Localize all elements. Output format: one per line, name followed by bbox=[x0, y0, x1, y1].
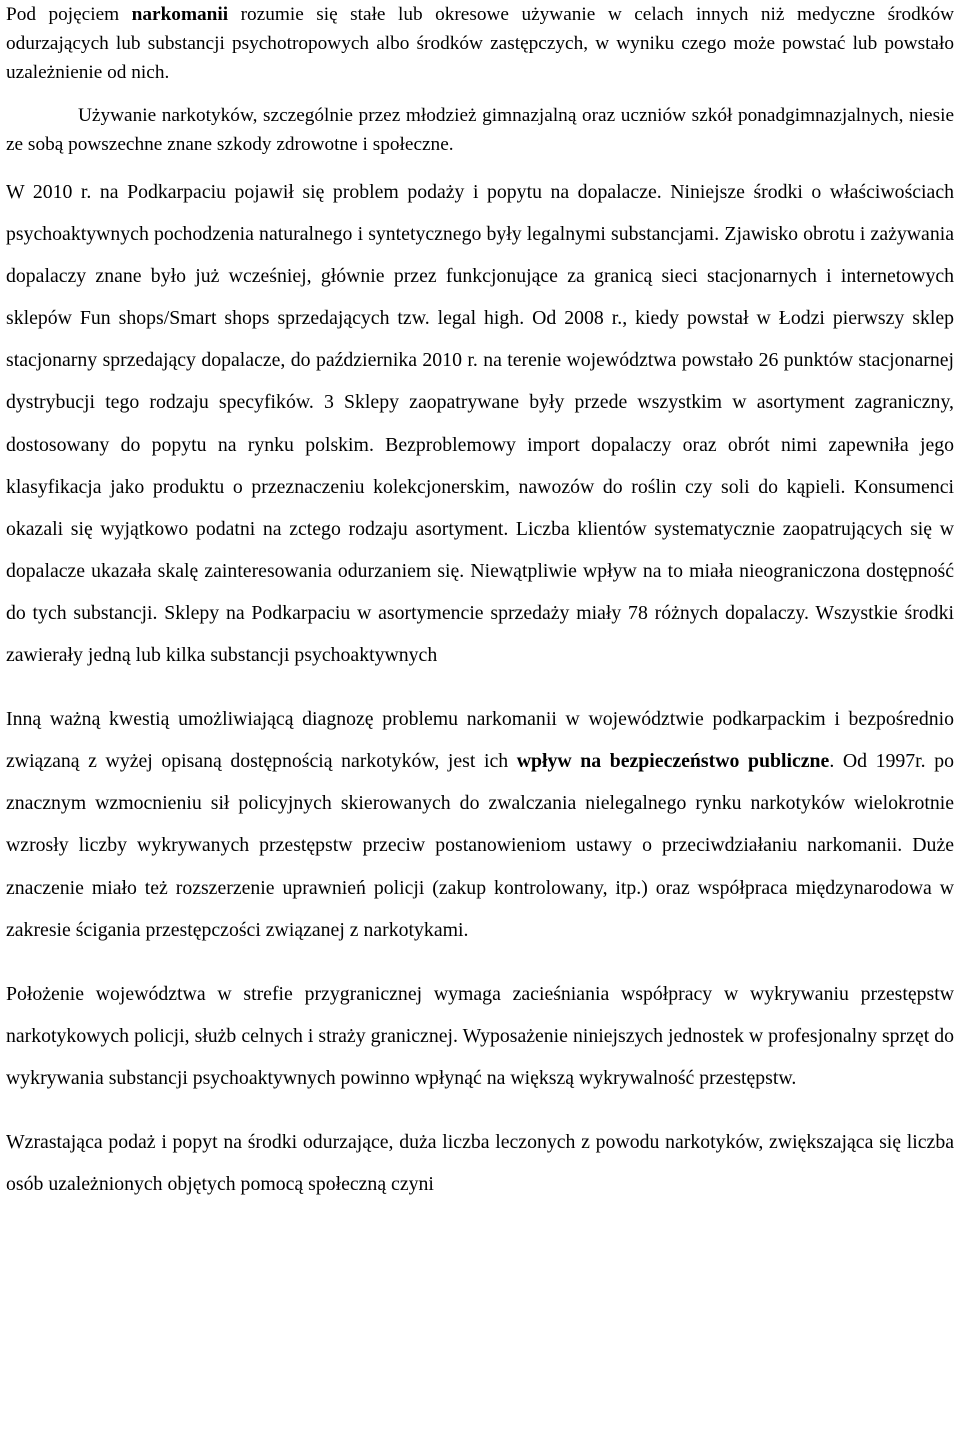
paragraph-public-safety bbox=[6, 698, 954, 951]
paragraph-drug-use-harm bbox=[6, 101, 954, 159]
paragraph-border-cooperation bbox=[6, 973, 954, 1099]
text-run: Inną ważną kwestią umożliwiającą diagnozę problemu narkomanii w województwie podkarpackim i bezpośrednio związaną z wyżej opisaną dostępnością narkotyków, jest ich bbox=[6, 708, 954, 773]
bold-term-narkomanii: narkomanii bbox=[131, 4, 229, 25]
text-run: W 2010 r. na Podkarpaciu pojawił się problem podaży i popytu na dopalacze. Niniejsze środki o właściwościach psychoaktywnych pochodzenia naturalnego i syntetycznego były legalnymi substancjami. Zjawisko obrotu i zażywania dopalaczy znane było już wcześniej, głównie przez funkcjonujące za granicą sieci stacjonarnych i internetowych sklepów Fun shops/Smart shops sprzedających tzw. legal high. Od 2008 r., kiedy powstał w Łodzi pierwszy sklep stacjonarny sprzedający dopalacze, do października 2010 r. na terenie województwa powstało 26 punktów stacjonarnej dystrybucji tego rodzaju specyfików. 3 Sklepy zaopatrywane były przede wszystkim w asortyment zagraniczny, dostosowany do popytu na rynku polskim. Bezproblemowy import dopalaczy oraz obrót nimi zapewniła jego klasyfikacja jako produktu o przeznaczeniu kolekcjonerskim, nawozów do roślin czy soli do kąpieli. Konsumenci okazali się wyjątkowo podatni na zctego rodzaju asortyment. Liczba klientów systematycznie zaopatrujących się w dopalacze ukazała skalę zainteresowania odurzaniem się. Niewątpliwie wpływ na to miała nieograniczona dostępność do tych substancji. Sklepy na Podkarpaciu w asortymencie sprzedaży miały 78 różnych dopalaczy. Wszystkie środki zawierały jedną lub kilka substancji psychoaktywnych bbox=[6, 181, 954, 667]
paragraph-definition bbox=[6, 0, 954, 87]
bold-term-public-safety: wpływ na bezpieczeństwo publiczne bbox=[516, 750, 830, 773]
paragraph-legal-highs bbox=[6, 171, 954, 676]
text-run: Używanie narkotyków, szczególnie przez młodzież gimnazjalną oraz uczniów szkół ponadgimnazjalnych, niesie ze sobą powszechne znane szkody zdrowotne i społeczne. bbox=[6, 105, 954, 155]
text-run: . Od 1997r. po znacznym wzmocnieniu sił policyjnych skierowanych do zwalczania nielegalnego rynku narkotyków wielokrotnie wzrosły liczby wykrywanych przestępstw przeciw postanowieniom ustawy o przeciwdziałaniu narkomanii. Duże znaczenie miało też rozszerzenie uprawnień policji (zakup kontrolowany, itp.) oraz współpraca międzynarodowa w zakresie ścigania przestępczości związanej z narkotykami. bbox=[6, 750, 954, 941]
text-run: Położenie województwa w strefie przygranicznej wymaga zacieśniania współpracy w wykrywaniu przestępstw narkotykowych policji, służb celnych i straży granicznej. Wyposażenie niniejszych jednostek w profesjonalny sprzęt do wykrywania substancji psychoaktywnych powinno wpłynąć na większą wykrywalność przestępstw. bbox=[6, 982, 954, 1089]
text-run: Wzrastająca podaż i popyt na środki odurzające, duża liczba leczonych z powodu narkotyków, zwiększająca się liczba osób uzależnionych objętych pomocą społeczną czyni bbox=[6, 1130, 954, 1196]
text-run: Pod pojęciem bbox=[6, 4, 132, 25]
paragraph-supply-demand bbox=[6, 1121, 954, 1205]
text-run: rozumie się stałe lub okresowe używanie w celach innych niż medyczne środków odurzających lub substancji psychotropowych albo środków zastępczych, w wyniku czego może powstać lub powstało uzależnienie od nich. bbox=[6, 4, 955, 83]
